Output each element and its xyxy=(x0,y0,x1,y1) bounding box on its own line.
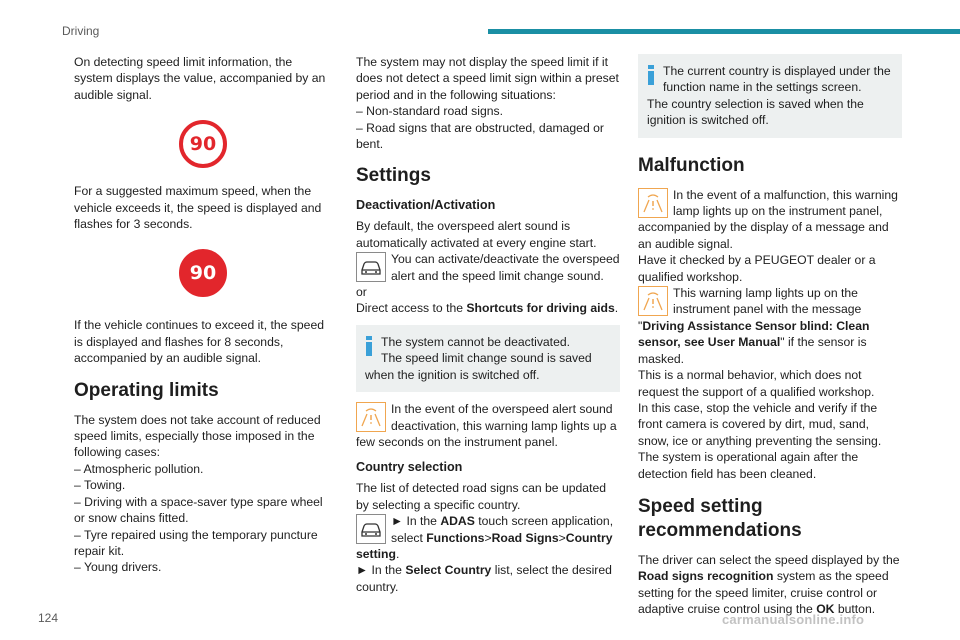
info-box xyxy=(638,54,902,138)
column-3 xyxy=(638,54,902,618)
paragraph: The list of detected road signs can be updated by selecting a specific country. xyxy=(356,481,607,512)
bold-text: Functions xyxy=(426,530,485,545)
paragraph: Have it checked by a PEUGEOT dealer or a qualified workshop. xyxy=(638,253,876,284)
bold-text: OK xyxy=(816,602,835,617)
bold-text: Road Signs xyxy=(491,530,559,545)
car-icon-paragraph xyxy=(356,513,620,562)
heading-operating-limits: Operating limits xyxy=(74,379,219,401)
text: ► In the xyxy=(356,563,406,578)
text: list, select the desired country. xyxy=(356,563,612,594)
heading-settings: Settings xyxy=(356,165,431,187)
info-text: The country selection is saved when the ignition is switched off. xyxy=(647,96,864,128)
warning-paragraph xyxy=(356,401,620,450)
car-icon-paragraph xyxy=(356,251,620,284)
paragraph: In the event of the overspeed alert sound deactivation, this warning lamp lights up a few seconds on the instrument panel. xyxy=(356,402,617,449)
paragraph: In this case, stop the vehicle and verify if the front camera is covered by dirt, mud, sand, snow, ice or anything preventing the sensing. xyxy=(638,400,882,448)
paragraph xyxy=(638,552,902,618)
paragraph: If the vehicle continues to exceed it, the speed is displayed and flashes for 8 seconds, accompanied by an audible signal. xyxy=(74,318,325,366)
list-item: – Non-standard road signs. xyxy=(356,104,504,119)
text: . xyxy=(614,301,619,316)
speed-limit-flashing-sign-icon: 90 xyxy=(179,249,227,297)
paragraph xyxy=(356,300,620,316)
info-text: The system cannot be deactivated. xyxy=(381,334,571,349)
warning-paragraph xyxy=(638,187,902,253)
step xyxy=(356,513,620,562)
watermark: carmanualsonline.info xyxy=(722,612,865,627)
info-text: The speed limit change sound is saved when the ignition is switched off. xyxy=(365,351,592,382)
list-item: – Towing. xyxy=(74,478,126,493)
header-title: Driving xyxy=(62,24,100,38)
paragraph: This is a normal behavior, which does not request the support of a qualified workshop. xyxy=(638,368,875,399)
heading-malfunction: Malfunction xyxy=(638,154,745,176)
car-icon xyxy=(356,514,386,544)
info-text: The current country is displayed under the function name in the settings screen. xyxy=(663,64,891,95)
speed-sign-wrapper xyxy=(74,249,332,297)
speed-limit-sign-icon: 90 xyxy=(179,120,227,168)
warning-paragraph xyxy=(638,285,902,367)
info-icon xyxy=(366,336,372,356)
text: button. xyxy=(834,602,876,617)
warning-lamp-icon xyxy=(356,402,386,432)
info-box xyxy=(356,325,620,392)
bold-text: Shortcuts for driving aids xyxy=(466,301,615,316)
step xyxy=(356,562,620,595)
list-item: – Road signs that are obstructed, damaged or bent. xyxy=(356,120,604,152)
paragraph: or xyxy=(356,285,367,300)
column-1 xyxy=(74,54,332,576)
paragraph: By default, the overspeed alert sound is automatically activated at every engine start. xyxy=(356,219,597,250)
text: This warning lamp lights up on the instrument panel with the message " xyxy=(638,286,862,333)
heading-speed-setting: Speed setting recommendations xyxy=(638,495,802,541)
bold-text: Driving Assistance Sensor blind: Clean sensor, see User Manual xyxy=(638,318,870,350)
paragraph: The system may not display the speed limit if it does not detect a speed limit sign within a preset period and in the following situations: xyxy=(356,55,619,102)
bold-text: Road signs recognition xyxy=(638,569,774,584)
warning-lamp-icon xyxy=(638,188,668,218)
text: " if the sensor is masked. xyxy=(638,335,867,366)
paragraph: On detecting speed limit information, the system displays the value, accompanied by an audible signal. xyxy=(74,55,326,102)
column-2 xyxy=(356,54,620,595)
paragraph: You can activate/deactivate the overspeed alert and the speed limit change sound. xyxy=(391,252,620,283)
info-icon xyxy=(648,65,654,85)
paragraph: The system is operational again after the detection field has been cleaned. xyxy=(638,450,859,481)
text: . xyxy=(395,546,400,561)
heading-country-selection: Country selection xyxy=(356,460,463,475)
text: touch screen application, select xyxy=(391,514,614,545)
heading-deactivation: Deactivation/Activation xyxy=(356,198,496,213)
list-item: – Atmospheric pollution. xyxy=(74,461,204,476)
bold-text: Country setting xyxy=(356,530,613,561)
list-item: – Driving with a space-saver type spare wheel or snow chains fitted. xyxy=(74,494,323,526)
list-item: – Tyre repaired using the temporary puncture repair kit. xyxy=(74,527,318,558)
bold-text: Select Country xyxy=(405,563,492,578)
car-icon xyxy=(356,252,386,282)
text: system as the speed setting for the speed limiter, cruise control or adaptive cruise control using the xyxy=(638,569,889,617)
header-accent-bar xyxy=(488,29,960,34)
text: Direct access to the xyxy=(356,301,467,316)
paragraph: The system does not take account of reduced speed limits, especially those imposed in the following cases: xyxy=(74,412,321,460)
text: ► In the xyxy=(391,514,441,529)
text: The driver can select the speed displayed by the xyxy=(638,552,900,567)
warning-lamp-icon xyxy=(638,286,668,316)
page-number: 124 xyxy=(38,611,59,625)
text: > xyxy=(484,530,492,545)
list-item: – Young drivers. xyxy=(74,560,162,575)
text: > xyxy=(558,530,566,545)
speed-sign-wrapper xyxy=(74,120,332,168)
paragraph: In the event of a malfunction, this warning lamp lights up on the instrument panel, accompanied by the display of a message and an audible signal. xyxy=(638,187,898,251)
bold-text: ADAS xyxy=(440,514,475,529)
paragraph: For a suggested maximum speed, when the vehicle exceeds it, the speed is displayed and flashes for 3 seconds. xyxy=(74,184,322,232)
paragraph xyxy=(638,285,902,367)
